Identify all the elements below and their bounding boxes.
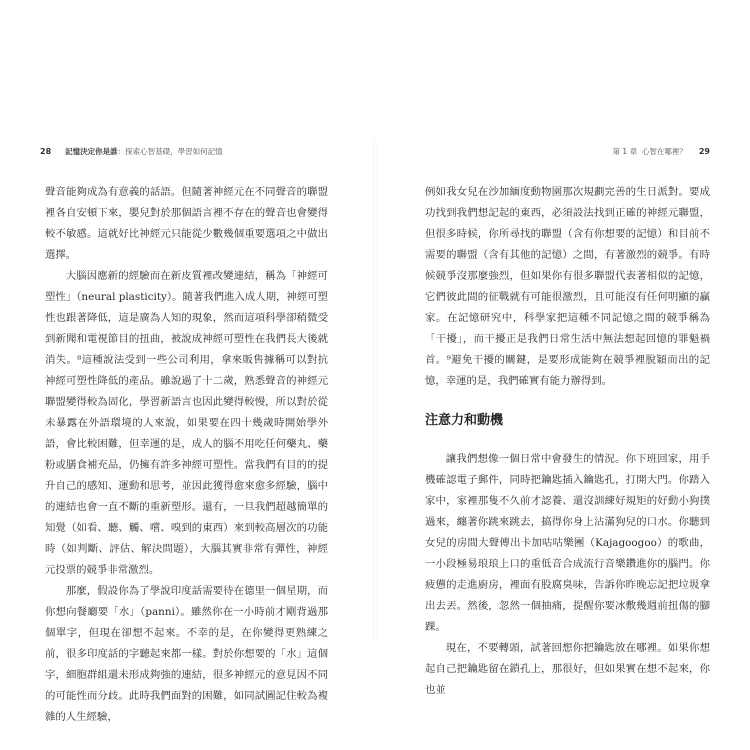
left-running-head xyxy=(40,146,223,157)
running-subtitle: ：探索心智基礎，學習如何記憶 xyxy=(117,147,223,156)
book-gutter xyxy=(373,140,377,640)
body-paragraph: 例如我女兒在沙加緬度動物園那次規劃完善的生日派對。要成功找到我們想記起的東西，必須設法找到正確的神經元聯盟，但很多時候，你所尋找的聯盟（含有你想要的記憶）和目前不需要的聯盟（含有其他的記憶）之間，有著激烈的競爭。有時候競爭沒那麼強烈，但如果你有很多聯盟代表著相似的記憶，它們彼此間的征戰就有可能很激烈，且可能沒有任何明顯的贏家。在記憶研究中，科學家把這種不同記憶之間的競爭稱為「干擾」，而干擾正是我們日常生活中無法想起回憶的罪魁禍首。⁹避免干擾的關鍵，是要形成能夠在競爭裡脫穎而出的記憶，幸運的是，我們確實有能力辦得到。 xyxy=(425,186,710,387)
right-page-number: 29 xyxy=(698,147,710,156)
right-running-head xyxy=(613,146,710,157)
body-paragraph: 聲音能夠成為有意義的話語。但隨著神經元在不同聲音的聯盟裡各自安頓下來，嬰兒對於那個語言裡不存在的聲音也會變得較不敏感。這就好比神經元只能從少數幾個重要選項之中做出選擇。 xyxy=(45,186,328,261)
section-heading: 注意力和動機 xyxy=(425,413,504,428)
left-page-body xyxy=(45,182,328,728)
body-paragraph: 讓我們想像一個日常中會發生的情況。你下班回家，用手機確認電子郵件，同時把鑰匙插入鑰匙孔，打開大門。你踏入家中，家裡那隻不久前才認養、還沒訓練好規矩的好動小狗撲過來，纏著你跳來跳去，搞得你身上沾滿狗兒的口水。你聽到女兒的房間大聲傳出卡加咕咕樂團（Kajagoogoo）的歌曲，一小段極易琅琅上口的重低音合成流行音樂鑽進你的腦門。你疲憊的走進廚房，裡面有股腐臭味，告訴你昨晚忘記把垃圾拿出去丟。然後，忽然一個抽痛，提醒你要冰敷幾週前扭傷的腳踝。 xyxy=(425,453,710,633)
body-paragraph: 大腦因應新的經驗而在新皮質裡改變連結，稱為「神經可塑性」（neural plasticity）。隨著我們進入成人期，神經可塑性也跟著降低，這是廣為人知的現象，然而這項科學卻稍微受到新聞和電視節目的扭曲，被說成神經可塑性在我們長大後就消失。⁸這種說法受到一些公司利用，拿來販售據稱可以對抗神經可塑性降低的產品。雖說過了十二歲，熟悉聲音的神經元聯盟變得較為固化，學習新語言也因此變得較慢，所以對於從未暴露在外語環境的人來說，如果要在四十幾歲時開始學外語，會比較困難，但幸運的是，成人的腦不用吃任何藥丸、藥粉或膳食補充品，仍擁有許多神經可塑性。當我們有目的的提升自己的感知、運動和思考，並因此獲得愈來愈多經驗，腦中的連結也會一直不斷的重新塑形。還有，一旦我們超越簡單的知覺（如看、聽、觸、嚐、嗅到的東西）來到較高層次的功能時（如判斷、評估、解決問題），大腦其實非常有彈性，神經元投票的競爭非常激烈。 xyxy=(45,270,328,576)
right-page-body xyxy=(425,182,710,701)
body-paragraph: 現在，不要轉頭，試著回想你把鑰匙放在哪裡。如果你想起自己把鑰匙留在鎖孔上，那很好，但如果實在想不起來，你也並 xyxy=(425,642,710,696)
book-title: 記憶決定你是誰 xyxy=(65,147,118,156)
chapter-label: 第 1 章 xyxy=(612,147,638,156)
body-paragraph: 那麼，假設你為了學說印度話需要待在德里一個星期，而你想向餐廳要「水」（panni）。雖然你在一小時前才剛背過那個單字，但現在卻想不起來。不幸的是，在你變得更熟練之前，很多印度話的字聽起來都一樣。對於你想要的「水」這個字，細胞群組還未形成夠強的連結，很多神經元的意見因不同的可能性而分歧。此時我們面對的困難，如同試圖記住較為複雜的人生經驗， xyxy=(45,585,328,723)
left-page-number: 28 xyxy=(40,147,52,156)
chapter-title: 心智在哪裡？ xyxy=(641,147,687,156)
